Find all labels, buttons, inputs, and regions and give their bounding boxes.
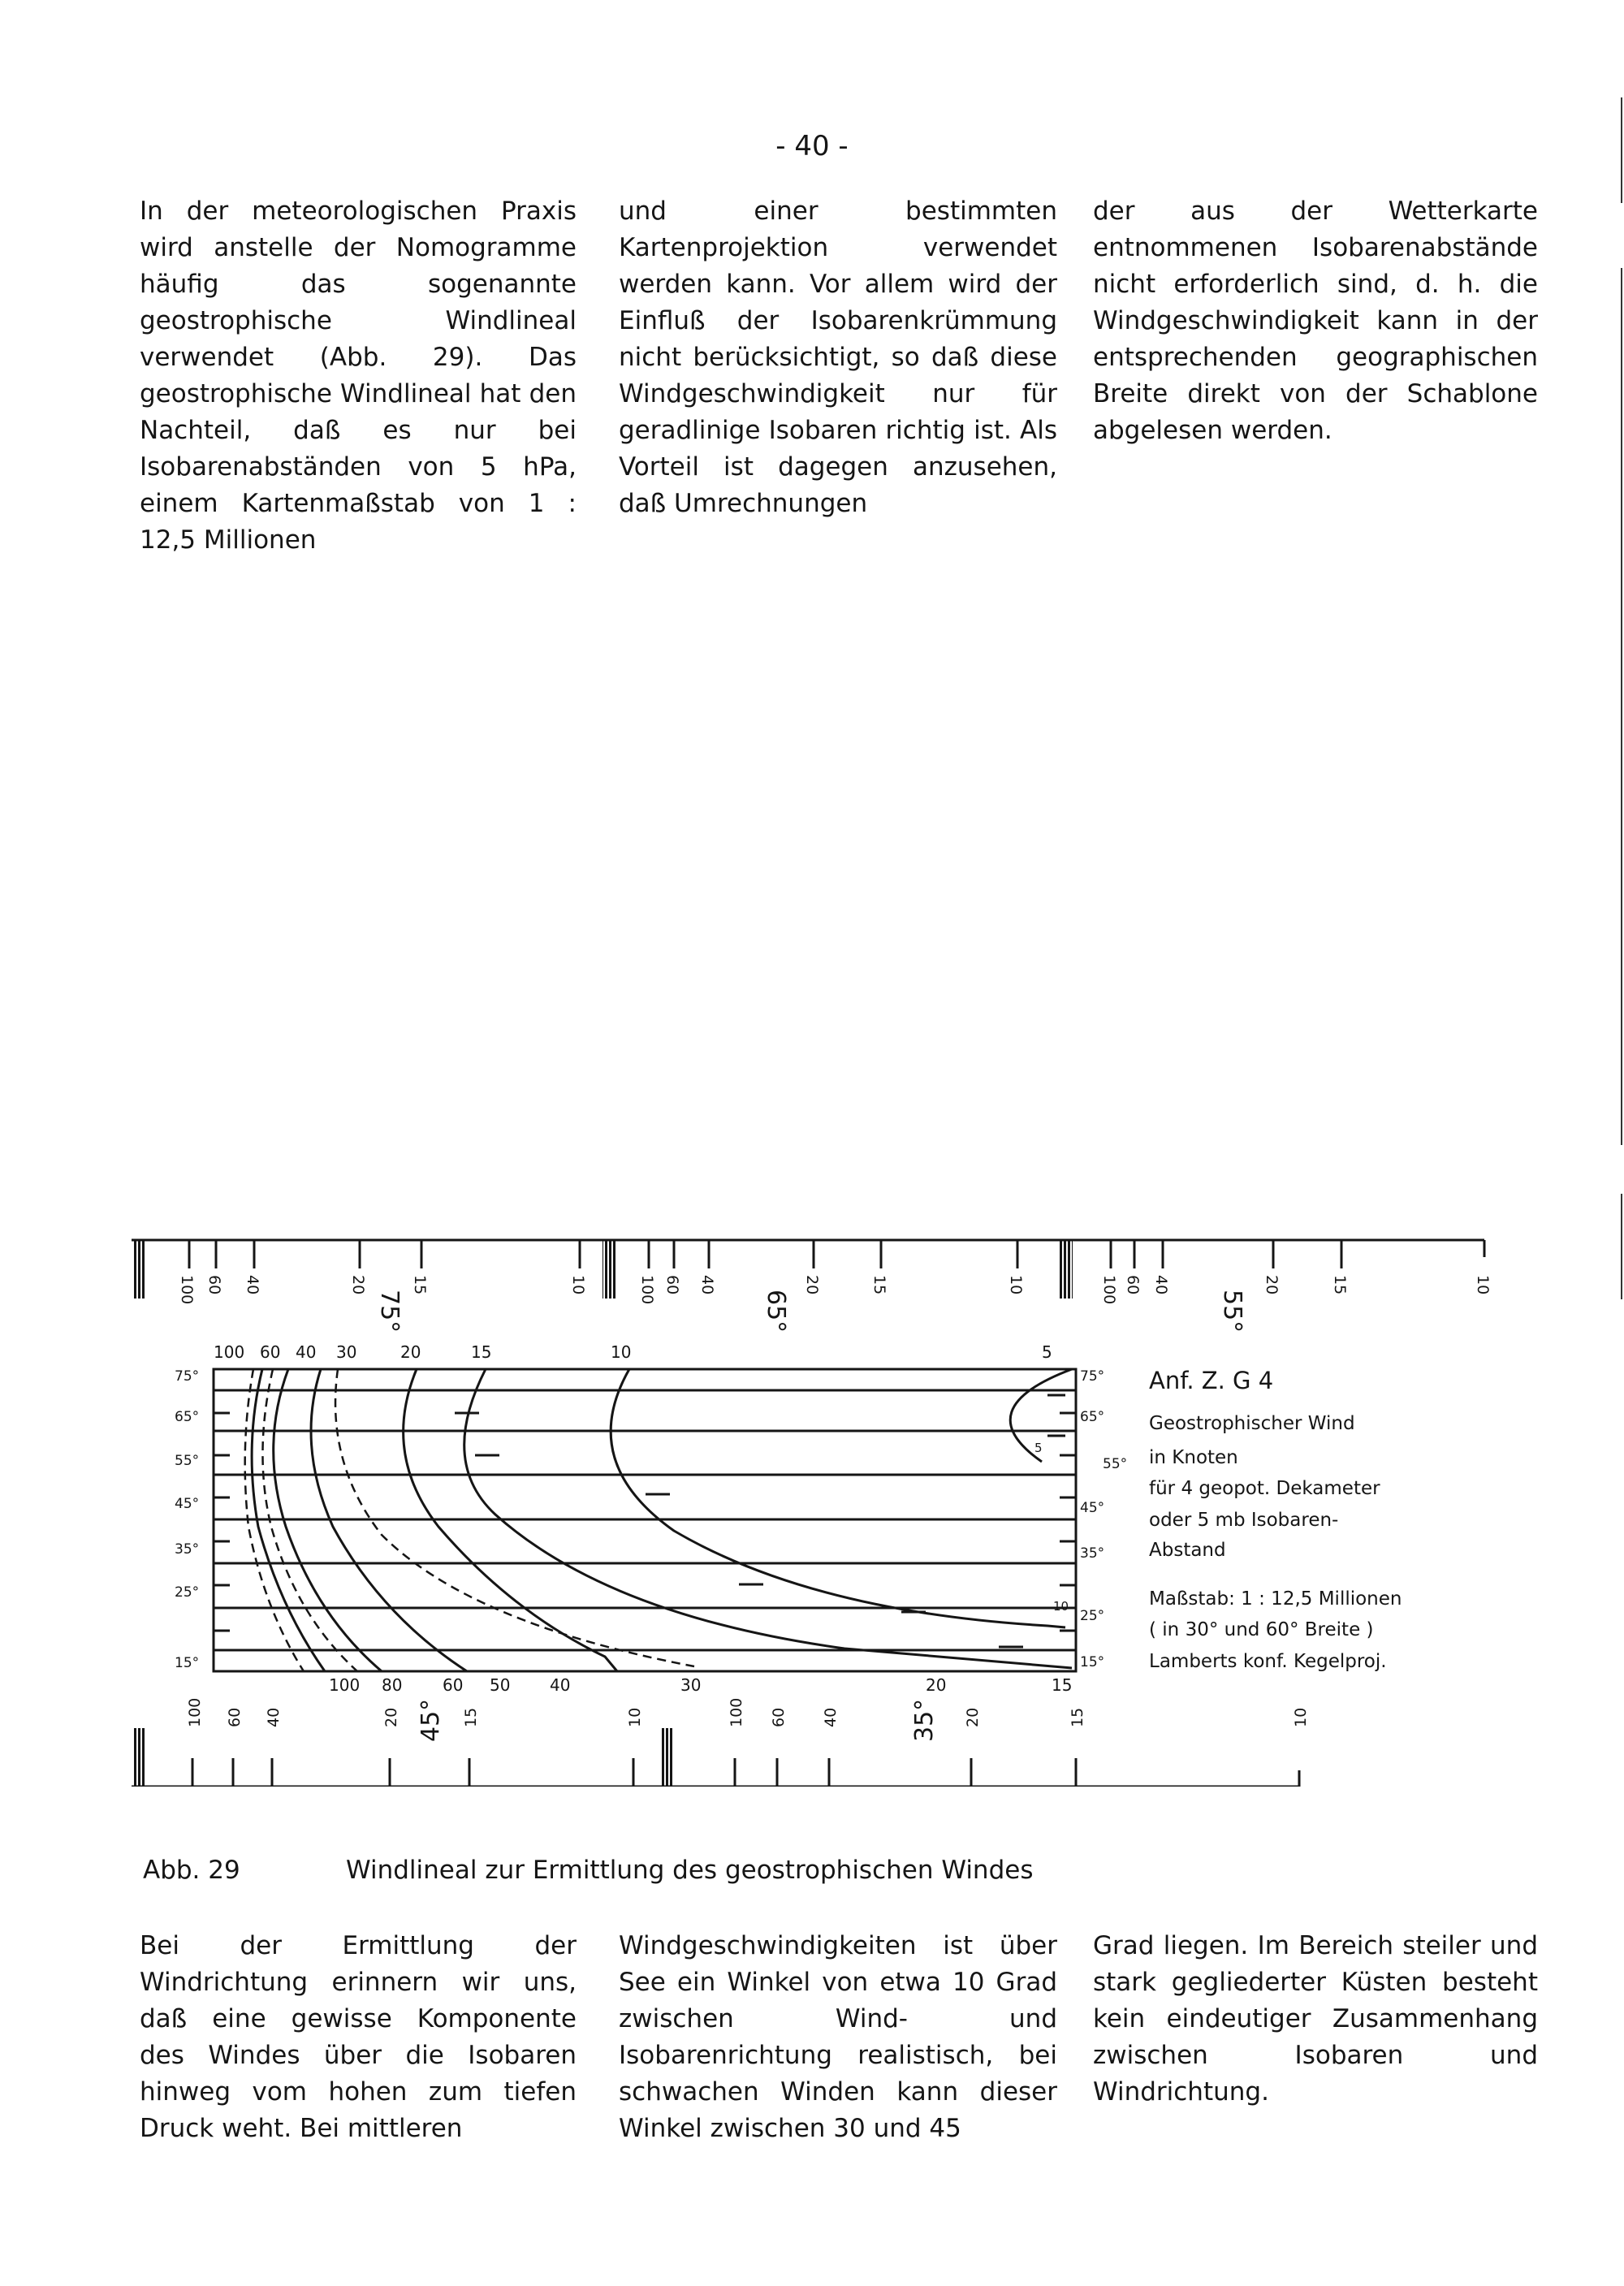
latitude-label-left: 55° — [175, 1453, 200, 1469]
paragraph: und einer bestimmten Kartenprojektion verwendet werden kann. Vor allem wird der Einfluß der Isobarenkrümmung nicht berücksichtigt, so daß diese Windgeschwindigkeit nur für geradlinige Isobaren richtig ist. Als Vorteil ist dagegen anzusehen, daß Umrechnungen — [619, 197, 1057, 518]
ruler-latitude-label: 55° — [1218, 1290, 1246, 1333]
ruler-tick-label: 40 — [698, 1275, 716, 1295]
speed-label-bottom: 15 — [1052, 1675, 1073, 1695]
legend — [1149, 1367, 1402, 1672]
ruler-tick-label: 60 — [226, 1707, 244, 1727]
speed-label-bottom: 40 — [550, 1675, 571, 1695]
ruler-tick-label: 10 — [1474, 1275, 1492, 1295]
figure-caption — [143, 1856, 1033, 1885]
legend-scale-line: Maßstab: 1 : 12,5 Millionen — [1149, 1588, 1402, 1610]
ruler-tick-label: 60 — [205, 1275, 223, 1295]
latitude-label-right: 75° — [1080, 1368, 1105, 1385]
ruler-tick-label: 20 — [349, 1275, 367, 1295]
bottom-column-1 — [140, 1928, 577, 2147]
ruler-tick-label: 40 — [822, 1707, 840, 1727]
inner-speed-label: 5 — [1034, 1441, 1043, 1455]
latitude-label-left: 45° — [175, 1496, 200, 1512]
ruler-tick-label: 10 — [626, 1707, 644, 1727]
latitude-label-right: 55° — [1103, 1456, 1128, 1472]
latitude-label-right: 65° — [1080, 1409, 1105, 1425]
ruler-tick-label: 60 — [1124, 1275, 1142, 1295]
scan-edge-line — [1621, 97, 1622, 203]
caption-text: Windlineal zur Ermittlung des geostrophischen Windes — [346, 1856, 1034, 1885]
legend-scale-line: Lamberts konf. Kegelproj. — [1149, 1651, 1387, 1672]
hatch-mark — [661, 1728, 674, 1787]
bottom-column-2 — [619, 1928, 1057, 2147]
ruler-tick-label: 15 — [1069, 1707, 1086, 1727]
ruler-tick-label: 100 — [186, 1697, 204, 1727]
scan-edge-line — [1621, 1194, 1622, 1299]
ruler-tick-label: 60 — [770, 1707, 788, 1727]
ruler-tick-label: 10 — [1292, 1707, 1310, 1727]
ruler-tick-label: 15 — [1331, 1275, 1349, 1295]
inner-speed-label: 10 — [1053, 1599, 1069, 1614]
latitude-label-left: 65° — [175, 1409, 200, 1425]
paragraph: In der meteorologischen Praxis wird anstelle der Nomogramme häufig das sogenannte geostrophische Windlineal verwendet (Abb. 29). Das geostrophische Windlineal hat den Nachteil, daß es nur bei Isobarenabständen von 5 hPa, einem Kartenmaßstab von 1 : 12,5 Millionen — [140, 197, 577, 555]
speed-label-top: 40 — [296, 1342, 317, 1362]
ruler-latitude-label: 75° — [375, 1290, 404, 1333]
speed-label-bottom: 100 — [329, 1675, 361, 1695]
top-ruler — [132, 1240, 1484, 1268]
speed-label-bottom: 50 — [490, 1675, 511, 1695]
latitude-label-right: 25° — [1080, 1608, 1105, 1624]
ruler-tick-label: 100 — [178, 1275, 196, 1305]
legend-line: oder 5 mb Isobaren- — [1149, 1510, 1339, 1531]
speed-label-top: 10 — [611, 1342, 632, 1362]
latitude-label-left: 15° — [175, 1655, 200, 1671]
ruler-tick-label: 40 — [1152, 1275, 1170, 1295]
hatch-mark — [133, 1240, 146, 1299]
ruler-tick-label: 20 — [803, 1275, 821, 1295]
hatch-mark — [603, 1240, 615, 1299]
paragraph: der aus der Wetterkarte entnommenen Isobarenabstände nicht erforderlich sind, d. h. die Windgeschwindigkeit kann in der entsprechenden geographischen Breite direkt von der Schablone abgelesen werden. — [1093, 197, 1538, 445]
legend-line: in Knoten — [1149, 1447, 1238, 1468]
ruler-tick-label: 20 — [1263, 1275, 1281, 1295]
ruler-latitude-label: 65° — [762, 1290, 790, 1333]
speed-label-top: 5 — [1042, 1342, 1052, 1362]
legend-line: Abstand — [1149, 1540, 1226, 1561]
ruler-tick-label: 100 — [728, 1697, 745, 1727]
hatch-mark — [133, 1728, 146, 1787]
speed-label-top: 60 — [260, 1342, 281, 1362]
speed-label-top: 100 — [214, 1342, 245, 1362]
caption-label: Abb. 29 — [143, 1856, 240, 1885]
speed-label-top: 15 — [471, 1342, 492, 1362]
paragraph: Grad liegen. Im Bereich steiler und stark gegliederter Küsten besteht kein eindeutiger Zusammenhang zwischen Isobaren und Windrichtung. — [1093, 1931, 1538, 2107]
ruler-tick-label: 20 — [382, 1707, 400, 1727]
ruler-tick-label: 100 — [1100, 1275, 1118, 1305]
speed-label-bottom: 30 — [680, 1675, 702, 1695]
speed-label-bottom: 60 — [443, 1675, 464, 1695]
ruler-tick-label: 15 — [870, 1275, 888, 1295]
ruler-tick-label: 100 — [638, 1275, 656, 1305]
latitude-label-right: 45° — [1080, 1500, 1105, 1516]
hatch-mark — [1060, 1240, 1073, 1299]
ruler-latitude-label: 45° — [417, 1698, 445, 1742]
bottom-column-3 — [1093, 1928, 1538, 2111]
paragraph: Windgeschwindigkeiten ist über See ein Winkel von etwa 10 Grad zwischen Wind- und Isobarenrichtung realistisch, bei schwachen Winden kann dieser Winkel zwischen 30 und 45 — [619, 1931, 1057, 2143]
ruler-tick-label: 15 — [462, 1707, 480, 1727]
paragraph: Bei der Ermittlung der Windrichtung erinnern wir uns, daß eine gewisse Komponente des Windes über die Isobaren hinweg vom hohen zum tiefen Druck weht. Bei mittleren — [140, 1931, 577, 2143]
ruler-tick-label: 15 — [411, 1275, 429, 1295]
speed-label-bottom: 20 — [926, 1675, 947, 1695]
latitude-label-left: 75° — [175, 1368, 200, 1385]
latitude-label-left: 25° — [175, 1584, 200, 1601]
ruler-tick-label: 40 — [244, 1275, 261, 1295]
speed-label-top: 20 — [400, 1342, 421, 1362]
speed-label-bottom: 80 — [382, 1675, 403, 1695]
legend-scale-line: ( in 30° und 60° Breite ) — [1149, 1619, 1374, 1640]
nomogram — [175, 1342, 1127, 1695]
ruler-tick-label: 10 — [569, 1275, 587, 1295]
ruler-tick-label: 40 — [265, 1707, 283, 1727]
speed-label-top: 30 — [336, 1342, 357, 1362]
legend-line: Geostrophischer Wind — [1149, 1413, 1355, 1434]
legend-reference: Anf. Z. G 4 — [1149, 1367, 1274, 1394]
bottom-ruler — [132, 1758, 1299, 1787]
ruler-latitude-label: 35° — [910, 1698, 939, 1742]
ruler-tick-label: 10 — [1007, 1275, 1025, 1295]
latitude-label-right: 15° — [1080, 1654, 1105, 1670]
latitude-label-left: 35° — [175, 1541, 200, 1558]
ruler-tick-label: 20 — [964, 1707, 982, 1727]
page-number: - 40 - — [775, 130, 849, 162]
legend-line: für 4 geopot. Dekameter — [1149, 1478, 1380, 1499]
scan-edge-line — [1621, 268, 1622, 1145]
ruler-tick-label: 60 — [663, 1275, 681, 1295]
latitude-label-right: 35° — [1080, 1545, 1105, 1562]
